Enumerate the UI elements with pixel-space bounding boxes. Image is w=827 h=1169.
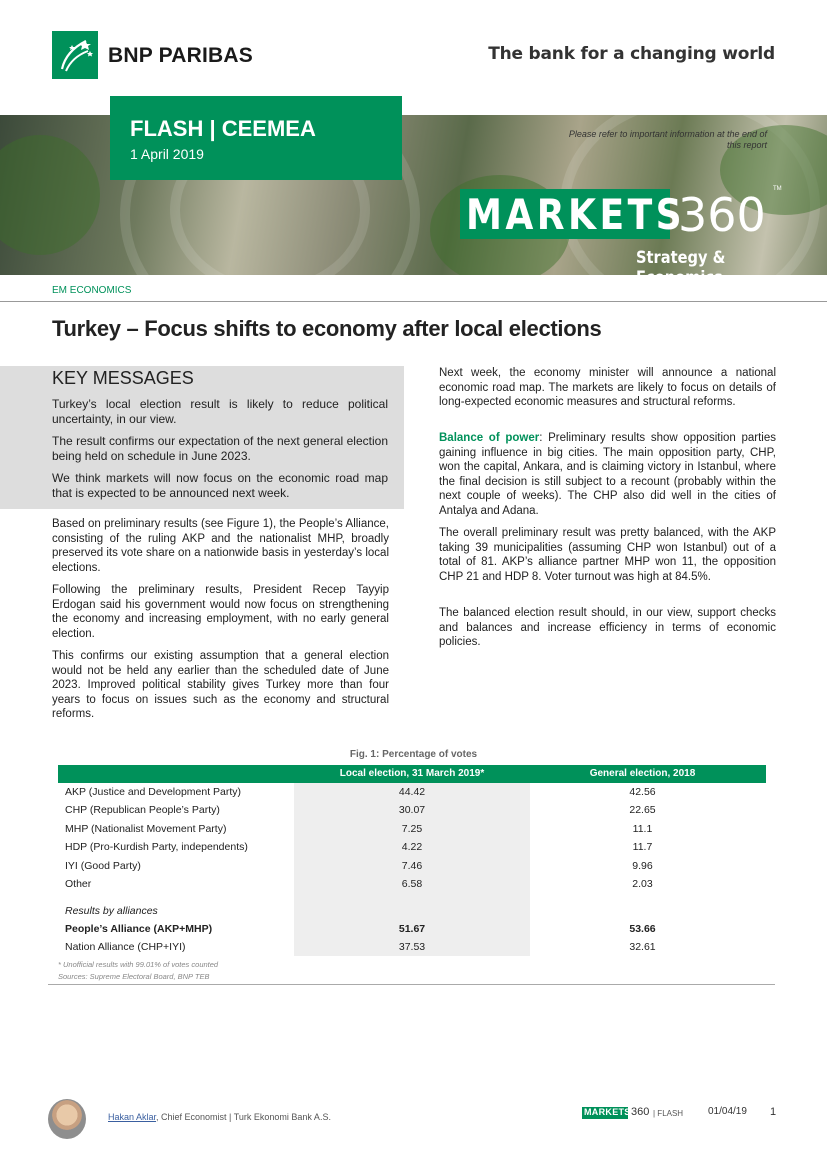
alliance-name: Nation Alliance (CHP+IYI) bbox=[65, 941, 186, 953]
headline: Turkey – Focus shifts to economy after local elections bbox=[52, 316, 602, 341]
local-value: 37.53 bbox=[398, 941, 426, 953]
key-message-item: We think markets will now focus on the economic road map that is expected to be announced next week. bbox=[52, 471, 388, 500]
author-avatar bbox=[48, 1099, 86, 1139]
author-line bbox=[108, 1112, 331, 1122]
bnp-logo-mark bbox=[52, 31, 98, 79]
general-value: 22.65 bbox=[629, 804, 656, 816]
body-paragraph: Based on preliminary results (see Figure 1), the People’s Alliance, consisting of the ruling AKP and the nationalist MHP, broadly preserved its vote share on a nationwide basis in yesterday’s local elections. bbox=[52, 518, 389, 574]
balance-of-power-text: : Preliminary results show opposition parties gaining influence in big cities. The main opposition party, CHP, won the capital, Ankara, and is claiming victory in Istanbul, where the final decision is still subject to a recount (probably within the next couple of weeks). The CHP also did well in the cities of Antalya and Adana. bbox=[439, 432, 776, 517]
table-row bbox=[65, 941, 765, 957]
party-name: MHP (Nationalist Movement Party) bbox=[65, 823, 227, 835]
tagline: The bank for a changing world bbox=[488, 44, 775, 64]
table-row bbox=[65, 786, 765, 802]
alliances-label: Results by alliances bbox=[65, 905, 158, 917]
body-paragraph: This confirms our existing assumption that a general election would not be held any earlier than the scheduled date of June 2023. Improved political stability gives Turkey more than four years to focus on issues such as the economy and structural reforms. bbox=[52, 650, 389, 721]
general-value: 11.1 bbox=[632, 823, 653, 835]
author-link[interactable]: Hakan Aklar bbox=[108, 1112, 157, 1122]
table-row bbox=[65, 860, 765, 876]
footer-brand-suffix: | FLASH bbox=[653, 1109, 684, 1118]
local-value: 44.42 bbox=[398, 786, 426, 798]
disclaimer-note: Please refer to important information at the end of this report bbox=[568, 129, 767, 150]
table-sources: Sources: Supreme Electoral Board, BNP TEB bbox=[58, 972, 210, 981]
divider bbox=[0, 301, 827, 302]
stars-icon bbox=[52, 31, 98, 79]
local-value: 6.58 bbox=[401, 878, 423, 890]
report-type-title: FLASH | CEEMEA bbox=[130, 116, 316, 141]
body-paragraph bbox=[439, 431, 776, 519]
party-name: CHP (Republican People’s Party) bbox=[65, 804, 220, 816]
report-date: 1 April 2019 bbox=[130, 146, 204, 162]
table-subheading bbox=[65, 905, 765, 921]
table-row bbox=[65, 923, 765, 939]
markets360-number: 360 bbox=[678, 188, 766, 242]
footer-date: 01/04/19 bbox=[708, 1106, 747, 1117]
local-value: 4.22 bbox=[401, 841, 423, 853]
page-number: 1 bbox=[770, 1106, 777, 1118]
trademark-mark: TM bbox=[773, 186, 782, 192]
footer-brand-word: MARKETS bbox=[584, 1107, 631, 1117]
markets360-subtitle: Strategy & Economics bbox=[636, 248, 726, 288]
body-paragraph: Next week, the economy minister will announce a national economic road map. The markets are likely to focus on details of long-expected economic measures and structural reforms. bbox=[439, 367, 776, 409]
markets360-word: MARKETS bbox=[466, 190, 686, 239]
local-value: 7.46 bbox=[401, 860, 423, 872]
general-value: 11.7 bbox=[632, 841, 653, 853]
author-role: , Chief Economist | Turk Ekonomi Bank A.S. bbox=[156, 1112, 331, 1122]
party-name: HDP (Pro-Kurdish Party, independents) bbox=[65, 841, 248, 853]
table-row bbox=[65, 841, 765, 857]
general-value: 53.66 bbox=[629, 923, 656, 935]
key-message-item: The result confirms our expectation of the next general election being held on schedule in June 2023. bbox=[52, 434, 388, 463]
party-name: IYI (Good Party) bbox=[65, 860, 141, 872]
column-header: Local election, 31 March 2019* bbox=[339, 768, 485, 779]
alliance-name: People’s Alliance (AKP+MHP) bbox=[65, 923, 213, 935]
section-label: EM ECONOMICS bbox=[52, 285, 132, 296]
table-row bbox=[65, 823, 765, 839]
logo-wordmark: BNP PARIBAS bbox=[108, 44, 253, 67]
table-row bbox=[65, 804, 765, 820]
general-value: 42.56 bbox=[629, 786, 656, 798]
divider bbox=[48, 984, 775, 985]
footer-brand-number: 360 bbox=[631, 1106, 650, 1118]
local-value: 51.67 bbox=[398, 923, 426, 935]
table-footnote: * Unofficial results with 99.01% of votes counted bbox=[58, 960, 219, 969]
local-value: 7.25 bbox=[401, 823, 423, 835]
table-row bbox=[65, 878, 765, 894]
body-paragraph: The balanced election result should, in our view, support checks and balances and increase efficiency in terms of economic policies. bbox=[439, 607, 776, 649]
general-value: 32.61 bbox=[629, 941, 656, 953]
body-paragraph: Following the preliminary results, President Recep Tayyip Erdogan said his government would now focus on strengthening the economy and increasing employment, with no early general election. bbox=[52, 584, 389, 640]
general-value: 2.03 bbox=[632, 878, 653, 890]
party-name: AKP (Justice and Development Party) bbox=[65, 786, 242, 798]
key-message-item: Turkey’s local election result is likely to reduce political uncertainty, in our view. bbox=[52, 397, 388, 426]
balance-of-power-lead: Balance of power bbox=[439, 432, 540, 444]
local-value: 30.07 bbox=[398, 804, 426, 816]
general-value: 9.96 bbox=[632, 860, 653, 872]
key-messages-title: KEY MESSAGES bbox=[52, 368, 194, 388]
body-paragraph: The overall preliminary result was pretty balanced, with the AKP taking 39 municipalities (assuming CHP won Istanbul) out of a total of 81. AKP’s alliance partner MHP won 11, the opposition CHP 21 and HDP 8. Voter turnout was high at 84.5%. bbox=[439, 527, 776, 583]
party-name: Other bbox=[65, 878, 92, 890]
figure-title: Fig. 1: Percentage of votes bbox=[349, 749, 478, 760]
column-header: General election, 2018 bbox=[589, 768, 696, 779]
